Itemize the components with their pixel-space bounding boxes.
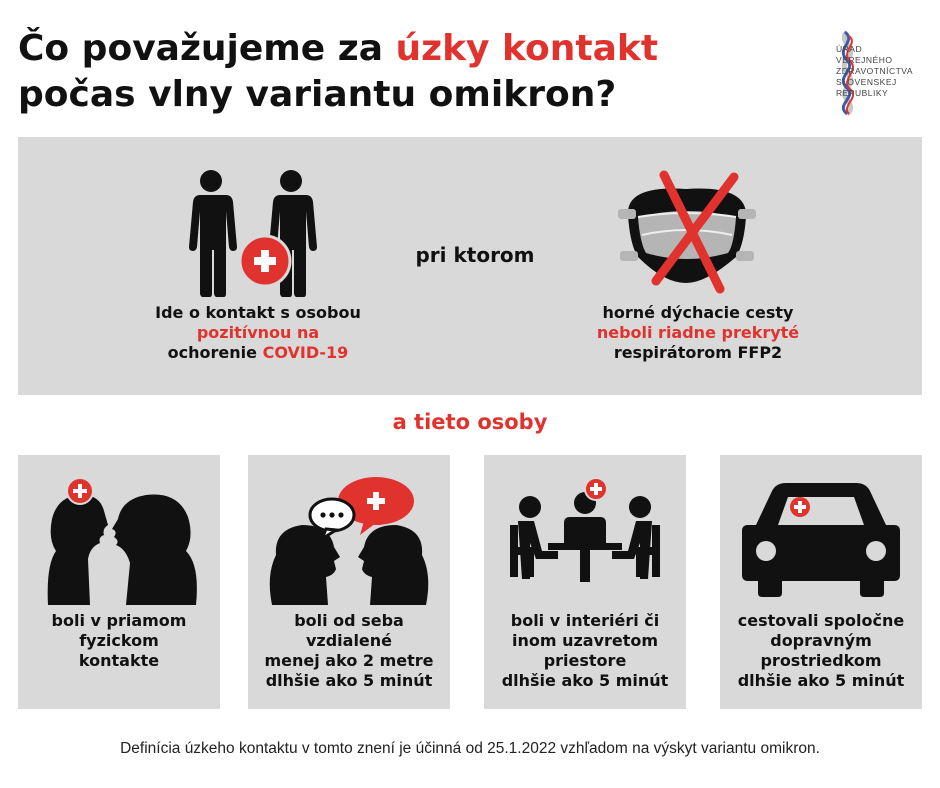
airway-line: respirátorom FFP2 <box>613 343 783 362</box>
kissing-couple-icon <box>18 455 220 605</box>
card-text <box>484 611 686 691</box>
page-title <box>18 26 718 118</box>
card-line: menej ako 2 metre <box>264 651 434 670</box>
footer-note: Definícia úzkeho kontaktu v tomto znení je účinná od 25.1.2022 vzhľadom na výskyt variantu omikron. <box>120 740 820 757</box>
card-text <box>18 611 220 671</box>
logo-text <box>836 44 913 99</box>
title-highlight: úzky kontakt <box>395 28 659 69</box>
card-line: boli od seba <box>294 611 404 630</box>
logo-line: ZDRAVOTNÍCTVA <box>836 66 914 76</box>
title-line1-prefix: Čo považujeme za <box>18 28 396 69</box>
car-icon <box>720 455 922 605</box>
card-distance <box>248 455 450 709</box>
card-line: dlhšie ako 5 minút <box>265 671 433 690</box>
covid-label: COVID-19 <box>262 343 349 362</box>
airway-description <box>558 303 838 363</box>
card-transport <box>720 455 922 709</box>
card-line: kontakte <box>78 651 160 670</box>
contact-line: ochorenie <box>167 343 263 362</box>
card-line: dopravným <box>770 631 872 650</box>
contact-line-highlight: pozitívnou na <box>196 323 320 342</box>
logo-line: VEREJNÉHO <box>836 55 893 65</box>
airway-line-highlight: neboli riadne prekryté <box>596 323 800 342</box>
card-line: boli v interiéri či <box>510 611 660 630</box>
card-indoor <box>484 455 686 709</box>
logo-line: SLOVENSKEJ <box>836 77 897 87</box>
contact-line: Ide o kontakt s osobou <box>155 303 361 322</box>
card-text <box>248 611 450 691</box>
card-line: cestovali spoločne <box>737 611 905 630</box>
title-line2: počas vlny variantu omikron? <box>18 74 617 115</box>
card-line: dlhšie ako 5 minút <box>501 671 669 690</box>
card-line: prostriedkom <box>760 651 882 670</box>
logo-line: REPUBLIKY <box>836 88 889 98</box>
talking-heads-icon <box>248 455 450 605</box>
card-line: fyzickom <box>79 631 159 650</box>
meeting-table-icon <box>484 455 686 605</box>
contact-description <box>128 303 388 363</box>
card-text <box>720 611 922 691</box>
card-physical-contact <box>18 455 220 709</box>
card-line: boli v priamom <box>51 611 187 630</box>
card-line: dlhšie ako 5 minút <box>737 671 905 690</box>
card-line: inom uzavretom <box>511 631 659 650</box>
airway-line: horné dýchacie cesty <box>602 303 794 322</box>
logo-line: ÚRAD <box>836 44 863 54</box>
crossed-mask-icon <box>616 165 766 295</box>
card-line: priestore <box>543 651 627 670</box>
card-line: vzdialené <box>305 631 393 650</box>
definition-panel <box>18 137 922 395</box>
condition-connector: pri ktorom <box>415 243 535 267</box>
two-people-icon <box>178 167 328 297</box>
section-subheading: a tieto osoby <box>392 410 548 434</box>
